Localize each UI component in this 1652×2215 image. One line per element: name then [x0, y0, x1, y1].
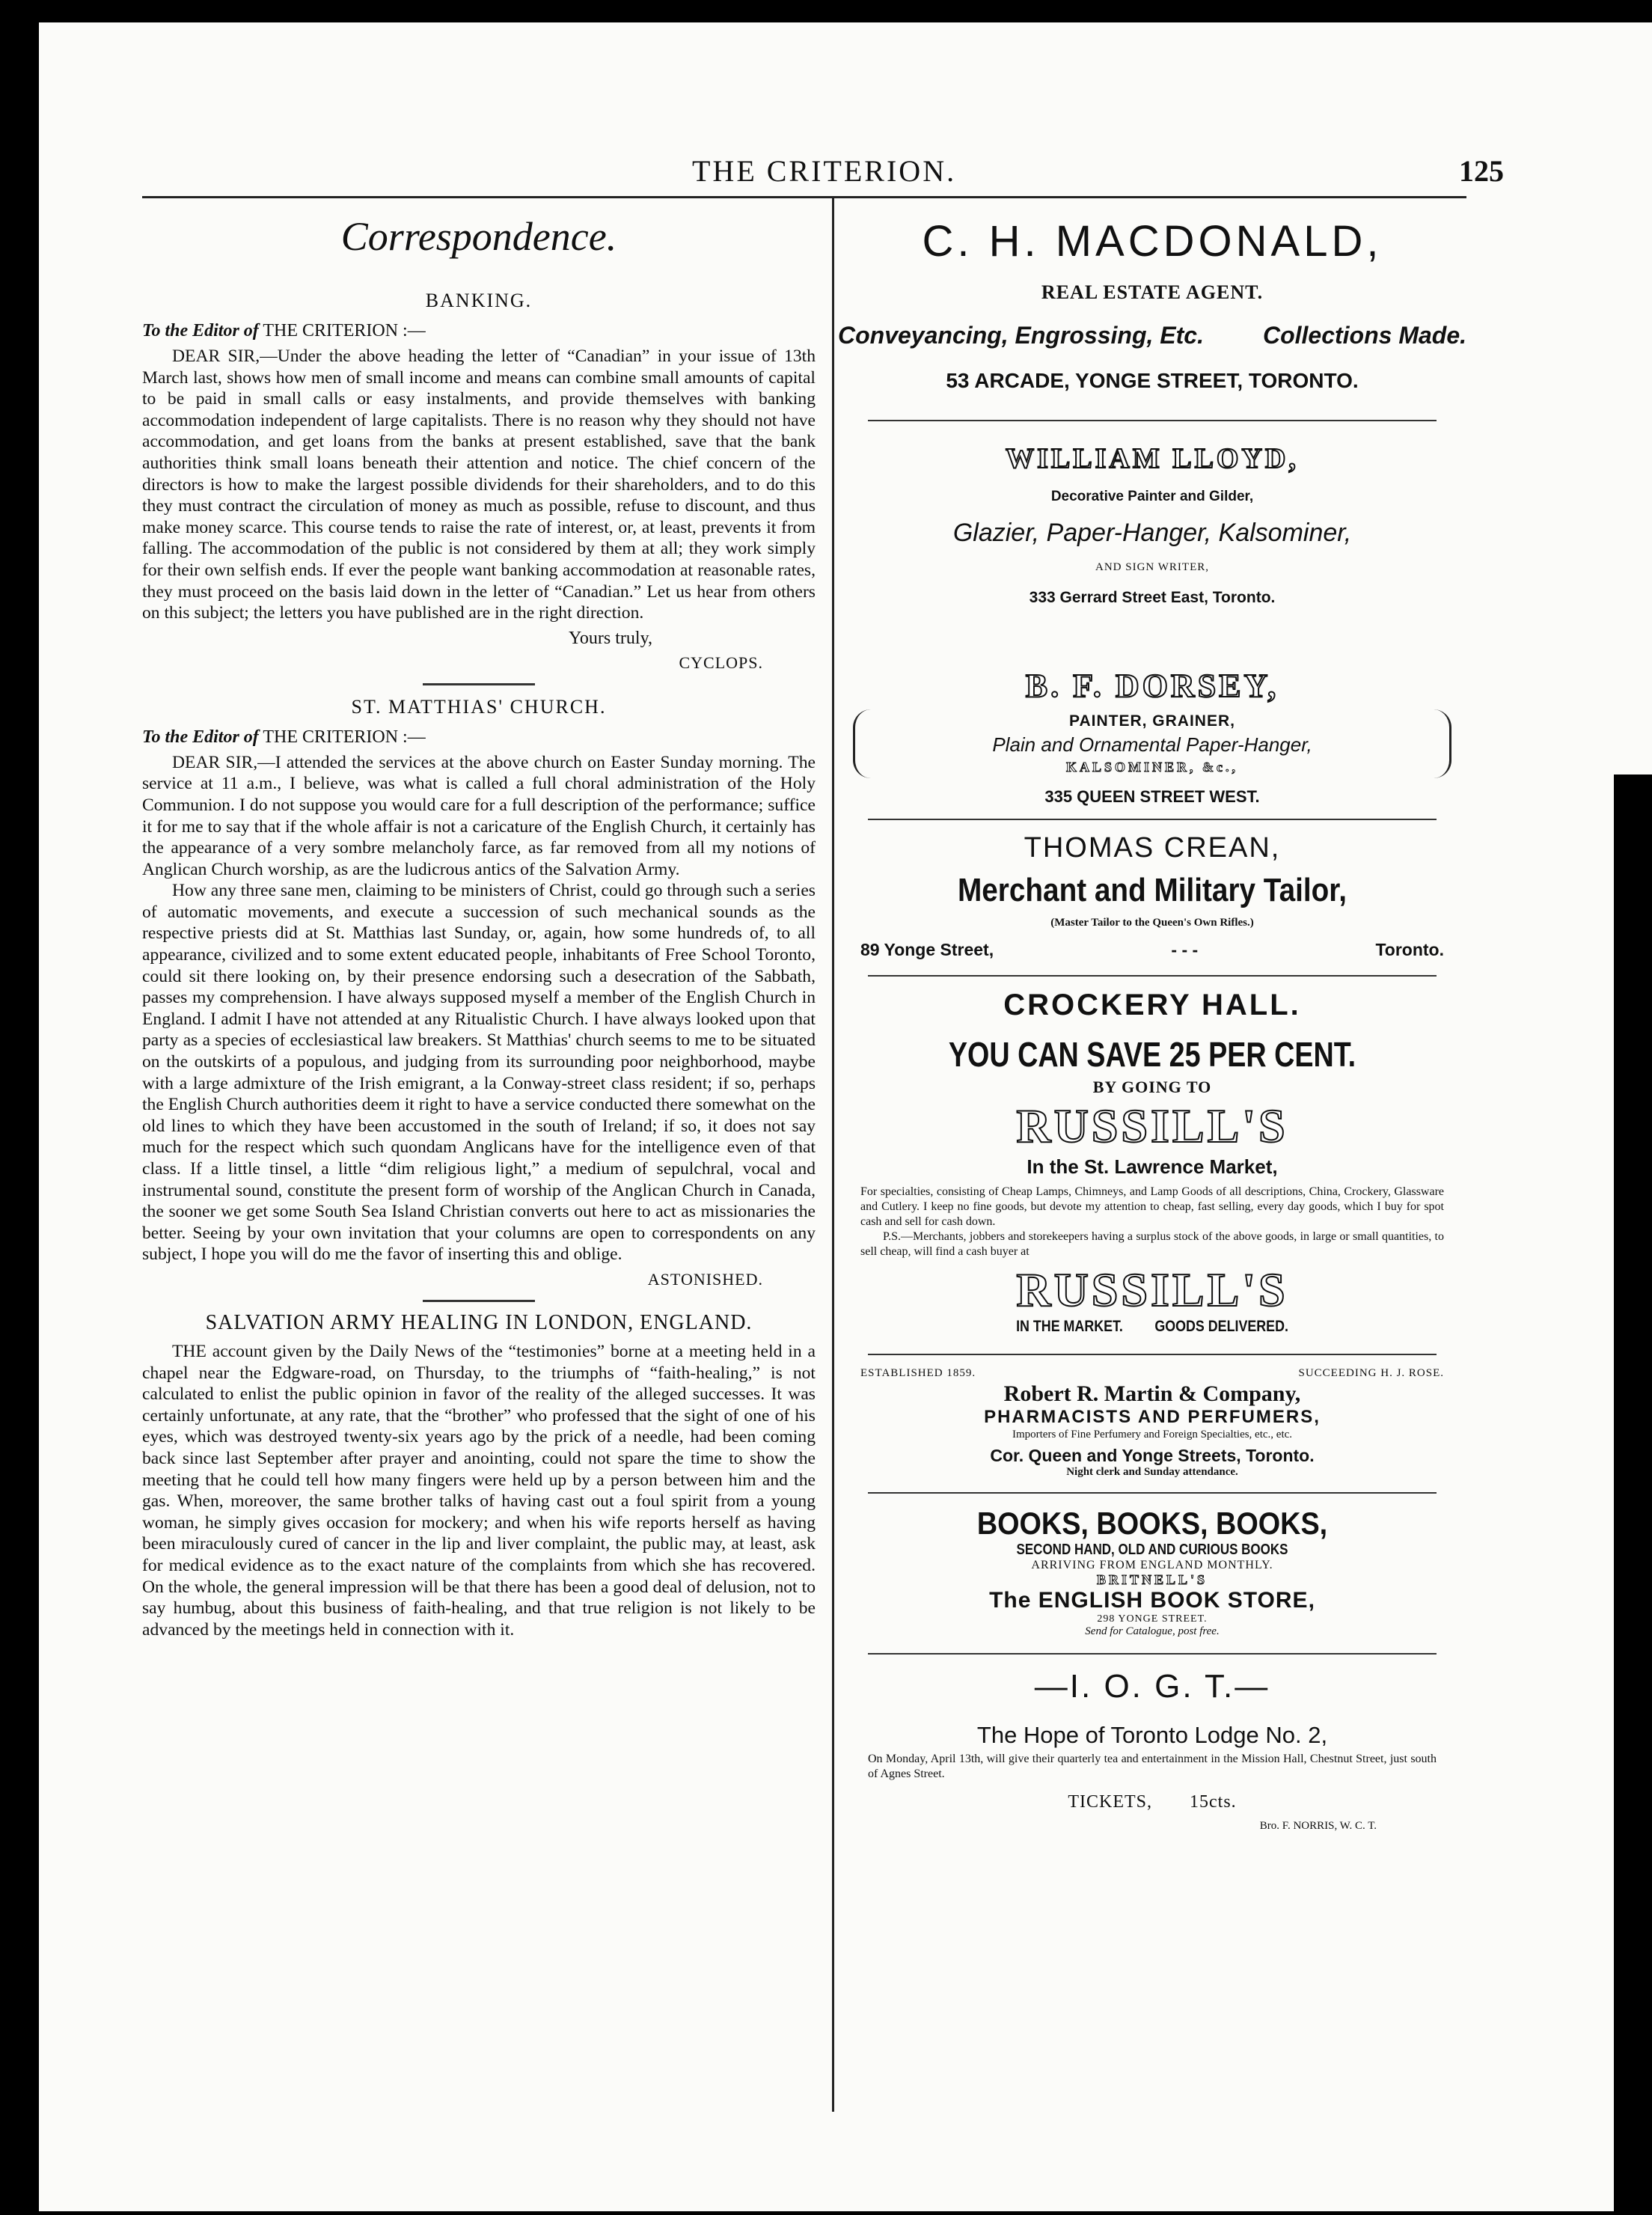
column-divider	[832, 196, 834, 2112]
ad-tickets-row	[838, 1792, 1466, 1812]
ad-line: AND SIGN WRITER,	[1095, 561, 1209, 573]
ad-line: KALSOMINER, &c.,	[1066, 760, 1238, 775]
ad-title: CROCKERY HALL.	[1003, 989, 1301, 1021]
ad-name: RUSSILL'S	[1016, 1263, 1288, 1316]
ad-address: 53 ARCADE, YONGE STREET, TORONTO.	[946, 369, 1359, 392]
ad-divider	[868, 975, 1437, 977]
advertisements-column	[838, 213, 1466, 1833]
ad-crean	[838, 832, 1466, 960]
ad-established-row	[838, 1367, 1466, 1380]
ad-divider	[868, 1653, 1437, 1655]
banking-salutation	[142, 321, 816, 341]
ad-address: Cor. Queen and Yonge Streets, Toronto.	[990, 1446, 1315, 1465]
banking-heading: BANKING.	[425, 290, 533, 311]
banking-letter: DEAR SIR,—Under the above heading the letter of “Canadian” in your issue of 13th March last, shows how men of small income and means can combine small amounts of capital to be paid in small calls or easy instalments, and provide themselves with banking accommodation independent of large capitalists. There is no reason why they should not have accommodation, and get loans from the banks at present established, save that the bank authorities think small loans beneath their attention and notice. The chief concern of the directors is how to make the largest possible dividends for their shareholders, and to do this they must contract the circulation of money as much as possible, refuse to discount, and thus make money scarce. This course tends to raise the rate of interest, or, at least, prevents it from falling. The accommodation of the public is not considered by them at all; they work simply for their own selfish ends. If ever the people want banking accommodation at reasonable rates, they must proceed on the basis laid down in the letter of “Canadian.” Let us hear from others on this subject; the letters you have published are in the right direction.	[142, 346, 816, 623]
ad-crockery-hall	[838, 989, 1466, 1336]
ad-secretary: Bro. F. NORRIS, W. C. T.	[1259, 1820, 1377, 1832]
to-editor-name: THE CRITERION :—	[263, 321, 426, 340]
ad-street: 89 Yonge Street,	[860, 940, 994, 959]
church-signature: ASTONISHED.	[647, 1269, 763, 1289]
ad-role: REAL ESTATE AGENT.	[1041, 281, 1264, 303]
ad-services-right: Collections Made.	[1262, 322, 1466, 349]
ad-name: C. H. MACDONALD,	[922, 217, 1383, 266]
ad-name: B. F. DORSEY,	[1025, 667, 1279, 704]
ad-divider	[868, 420, 1437, 421]
ad-established: ESTABLISHED 1859.	[860, 1367, 976, 1379]
ad-headline: YOU CAN SAVE 25 PER CENT.	[948, 1035, 1356, 1074]
ad-footer-left: IN THE MARKET.	[1016, 1318, 1123, 1335]
ad-body: P.S.—Merchants, jobbers and storekeepers having a surplus stock of the above goods, in large or small quantities, to sell cheap, will find a cash buyer at	[860, 1230, 1444, 1258]
ad-name: WILLIAM LLOYD,	[1006, 443, 1299, 474]
ad-line: SECOND HAND, OLD AND CURIOUS BOOKS	[1016, 1542, 1288, 1558]
ad-iogt	[838, 1668, 1466, 1833]
ad-price: 15cts.	[1190, 1792, 1237, 1812]
ad-title: BOOKS, BOOKS, BOOKS,	[976, 1506, 1328, 1541]
ad-divider	[868, 1492, 1437, 1494]
to-editor-prefix: To the Editor of	[142, 727, 259, 747]
ad-line: Importers of Fine Perfumery and Foreign Specialties, etc., etc.	[1012, 1429, 1293, 1440]
ad-divider	[868, 1354, 1437, 1355]
church-salutation	[142, 727, 816, 748]
ad-title: —I. O. G. T.—	[1034, 1668, 1270, 1705]
ad-line: Night clerk and Sunday attendance.	[1066, 1466, 1238, 1478]
ad-tickets: TICKETS,	[1068, 1792, 1152, 1812]
banking-signature: CYCLOPS.	[679, 653, 763, 672]
ad-address: 298 YONGE STREET.	[1097, 1613, 1208, 1625]
salvation-heading: SALVATION ARMY HEALING IN LONDON, ENGLAND.	[205, 1310, 753, 1334]
ad-line: Send for Catalogue, post free.	[1085, 1625, 1220, 1637]
church-letter-para-2: How any three sane men, claiming to be ministers of Christ, could go through such a series of automatic movements, and execute a succession of such mechanical sounds as the respective priests did at St. Matthias last Sunday, or, again, how some hundreds of, to all appearance, civilized and to some extent educated people, inhabitants of Free School Toronto, could sit there looking on, by their presence endorsing such a desecration of the Sabbath, passes my comprehension. I have always supposed myself a member of the English Church in England. I admit I have not attended at any Ritualistic Church. I have always looked upon that party as a species of ecclesiastical law breakers. St Matthias' church seems to me to be situated on the outskirts of a populous, and judging from its surrounding poor neighborhood, maybe with a large admixture of the Irish emigrant, a la Conway-street class resident; if so, perhaps the English Church authorities deem it right to have a service conducted there somewhat on the old lines to which they have been accustomed in the south of Ireland; if so, it does not say much for the respect which such quondam Anglicans have for the intelligence even of that class. If a little tinsel, a little “dim religious light,” a medium of sepulchral, vocal and instrumental sound, constitute the present form of worship of the Anglican Church in Canada, the sooner we get some South Sea Island Christian converts out here to act as missionaries the better. Seeing by your own invitation that your columns are open to correspondents on any subject, I hope you will do me the favor of inserting this and oblige.	[142, 881, 816, 1265]
ad-footer-right: GOODS DELIVERED.	[1154, 1318, 1288, 1335]
page-number: 125	[1459, 154, 1504, 188]
ad-name: Robert R. Martin & Company,	[1003, 1381, 1301, 1406]
ad-line: ARRIVING FROM ENGLAND MONTHLY.	[1031, 1559, 1273, 1571]
ad-trade: Merchant and Military Tailor,	[958, 872, 1347, 908]
ad-note: (Master Tailor to the Queen's Own Rifles.)	[1050, 917, 1254, 929]
ad-macdonald	[838, 216, 1466, 393]
ad-address-row	[838, 940, 1466, 960]
ad-brace-box	[853, 709, 1451, 778]
ad-services-left: Conveyancing, Engrossing, Etc.	[838, 322, 1204, 349]
ad-services	[838, 322, 1466, 349]
ad-lloyd	[838, 442, 1466, 607]
ad-address: 333 Gerrard Street East, Toronto.	[1029, 589, 1276, 606]
ad-lodge: The Hope of Toronto Lodge No. 2,	[976, 1722, 1328, 1748]
ad-body: For specialties, consisting of Cheap Lamps, Chimneys, and Lamp Goods of all descriptions, China, Crockery, Glassware and Cutlery. I keep no fine goods, but devote my attention to cheap, fast selling, every day goods, which I buy for spot cash and sell for cash down.	[860, 1185, 1444, 1228]
ad-line: Glazier, Paper-Hanger, Kalsominer,	[952, 519, 1352, 547]
running-head: THE CRITERION.	[692, 154, 957, 188]
ad-dorsey	[838, 667, 1466, 807]
ad-martin	[838, 1367, 1466, 1479]
correspondence-column	[142, 213, 816, 1640]
ad-city: Toronto.	[1375, 940, 1444, 959]
ad-dashes: - - -	[1171, 940, 1199, 959]
to-editor-prefix: To the Editor of	[142, 321, 259, 340]
salvation-article: THE account given by the Daily News of the “testimonies” borne at a meeting held in a chapel near the Edgware-road, on Thursday, to the triumphs of “faith-healing,” is not calculated to enlist the public opinion in favor of the reality of the alleged successes. It was certainly unfortunate, at any rate, that the “brother” who professed that the sight of one of his eyes, which was destroyed twenty-six years ago by the prick of a needle, had been coming back since last September after prayer and anointing, could not spare the time to show the meeting that he could tell how many fingers were held up by a person between him and the gas. When, moreover, the same brother talks of having cast out a foul spirit from a young woman, he simply gives occasion for mockery; and when his wife reports herself as having been miraculously cured of cancer in the lip and liver complaint, the public may, at least, ask for medical evidence as to the exact nature of the complaints from which she has recovered. On the whole, the general impression will be that there has been a good deal of delusion, not to say humbug, about this business of faith-healing, and that true religion is not likely to be advanced by the meetings held in connection with it.	[142, 1341, 816, 1640]
church-letter-para-1: DEAR SIR,—I attended the services at the above church on Easter Sunday morning. The service at 11 a.m., I believe, was what is called a full choral administration of the Holy Communion. I do not suppose you would care for a full description of the performance; suffice it for me to say that if the whole affair is not a caricature of the English Church, it certainly has the appearance of a very sombre melancholy farce, as far removed from all my notions of Anglican Church worship, as are the ludicrous antics of the Salvation Army.	[142, 752, 816, 879]
ad-body: On Monday, April 13th, will give their quarterly tea and entertainment in the Mission Hall, Chestnut Street, just south of Agnes Street.	[868, 1753, 1437, 1780]
ad-line: Plain and Ornamental Paper-Hanger,	[992, 733, 1312, 756]
ad-books	[838, 1506, 1466, 1638]
ad-name: RUSSILL'S	[1016, 1099, 1288, 1152]
ad-line: BRITNELL'S	[1096, 1572, 1208, 1587]
ad-footer	[885, 1318, 1419, 1336]
page-edge	[1605, 22, 1652, 775]
to-editor-name: THE CRITERION :—	[263, 727, 426, 747]
ad-line: Decorative Painter and Gilder,	[1050, 489, 1254, 504]
divider	[423, 683, 535, 685]
ad-line: PAINTER, GRAINER,	[1069, 712, 1235, 730]
ad-name: THOMAS CREAN,	[1024, 832, 1281, 864]
divider	[423, 1300, 535, 1302]
ad-store: The ENGLISH BOOK STORE,	[989, 1588, 1315, 1613]
ad-succeeding: SUCCEEDING H. J. ROSE.	[1298, 1367, 1444, 1379]
church-heading: ST. MATTHIAS' CHURCH.	[351, 695, 607, 718]
banking-closing: Yours truly,	[569, 628, 653, 648]
header-rule	[142, 196, 1466, 198]
ad-divider	[868, 819, 1437, 820]
ad-line: BY GOING TO	[1092, 1078, 1212, 1096]
ad-trade: PHARMACISTS AND PERFUMERS,	[984, 1407, 1321, 1427]
ad-address: 335 QUEEN STREET WEST.	[1044, 787, 1260, 806]
ad-line: In the St. Lawrence Market,	[1027, 1155, 1278, 1178]
section-title: Correspondence.	[340, 214, 617, 259]
